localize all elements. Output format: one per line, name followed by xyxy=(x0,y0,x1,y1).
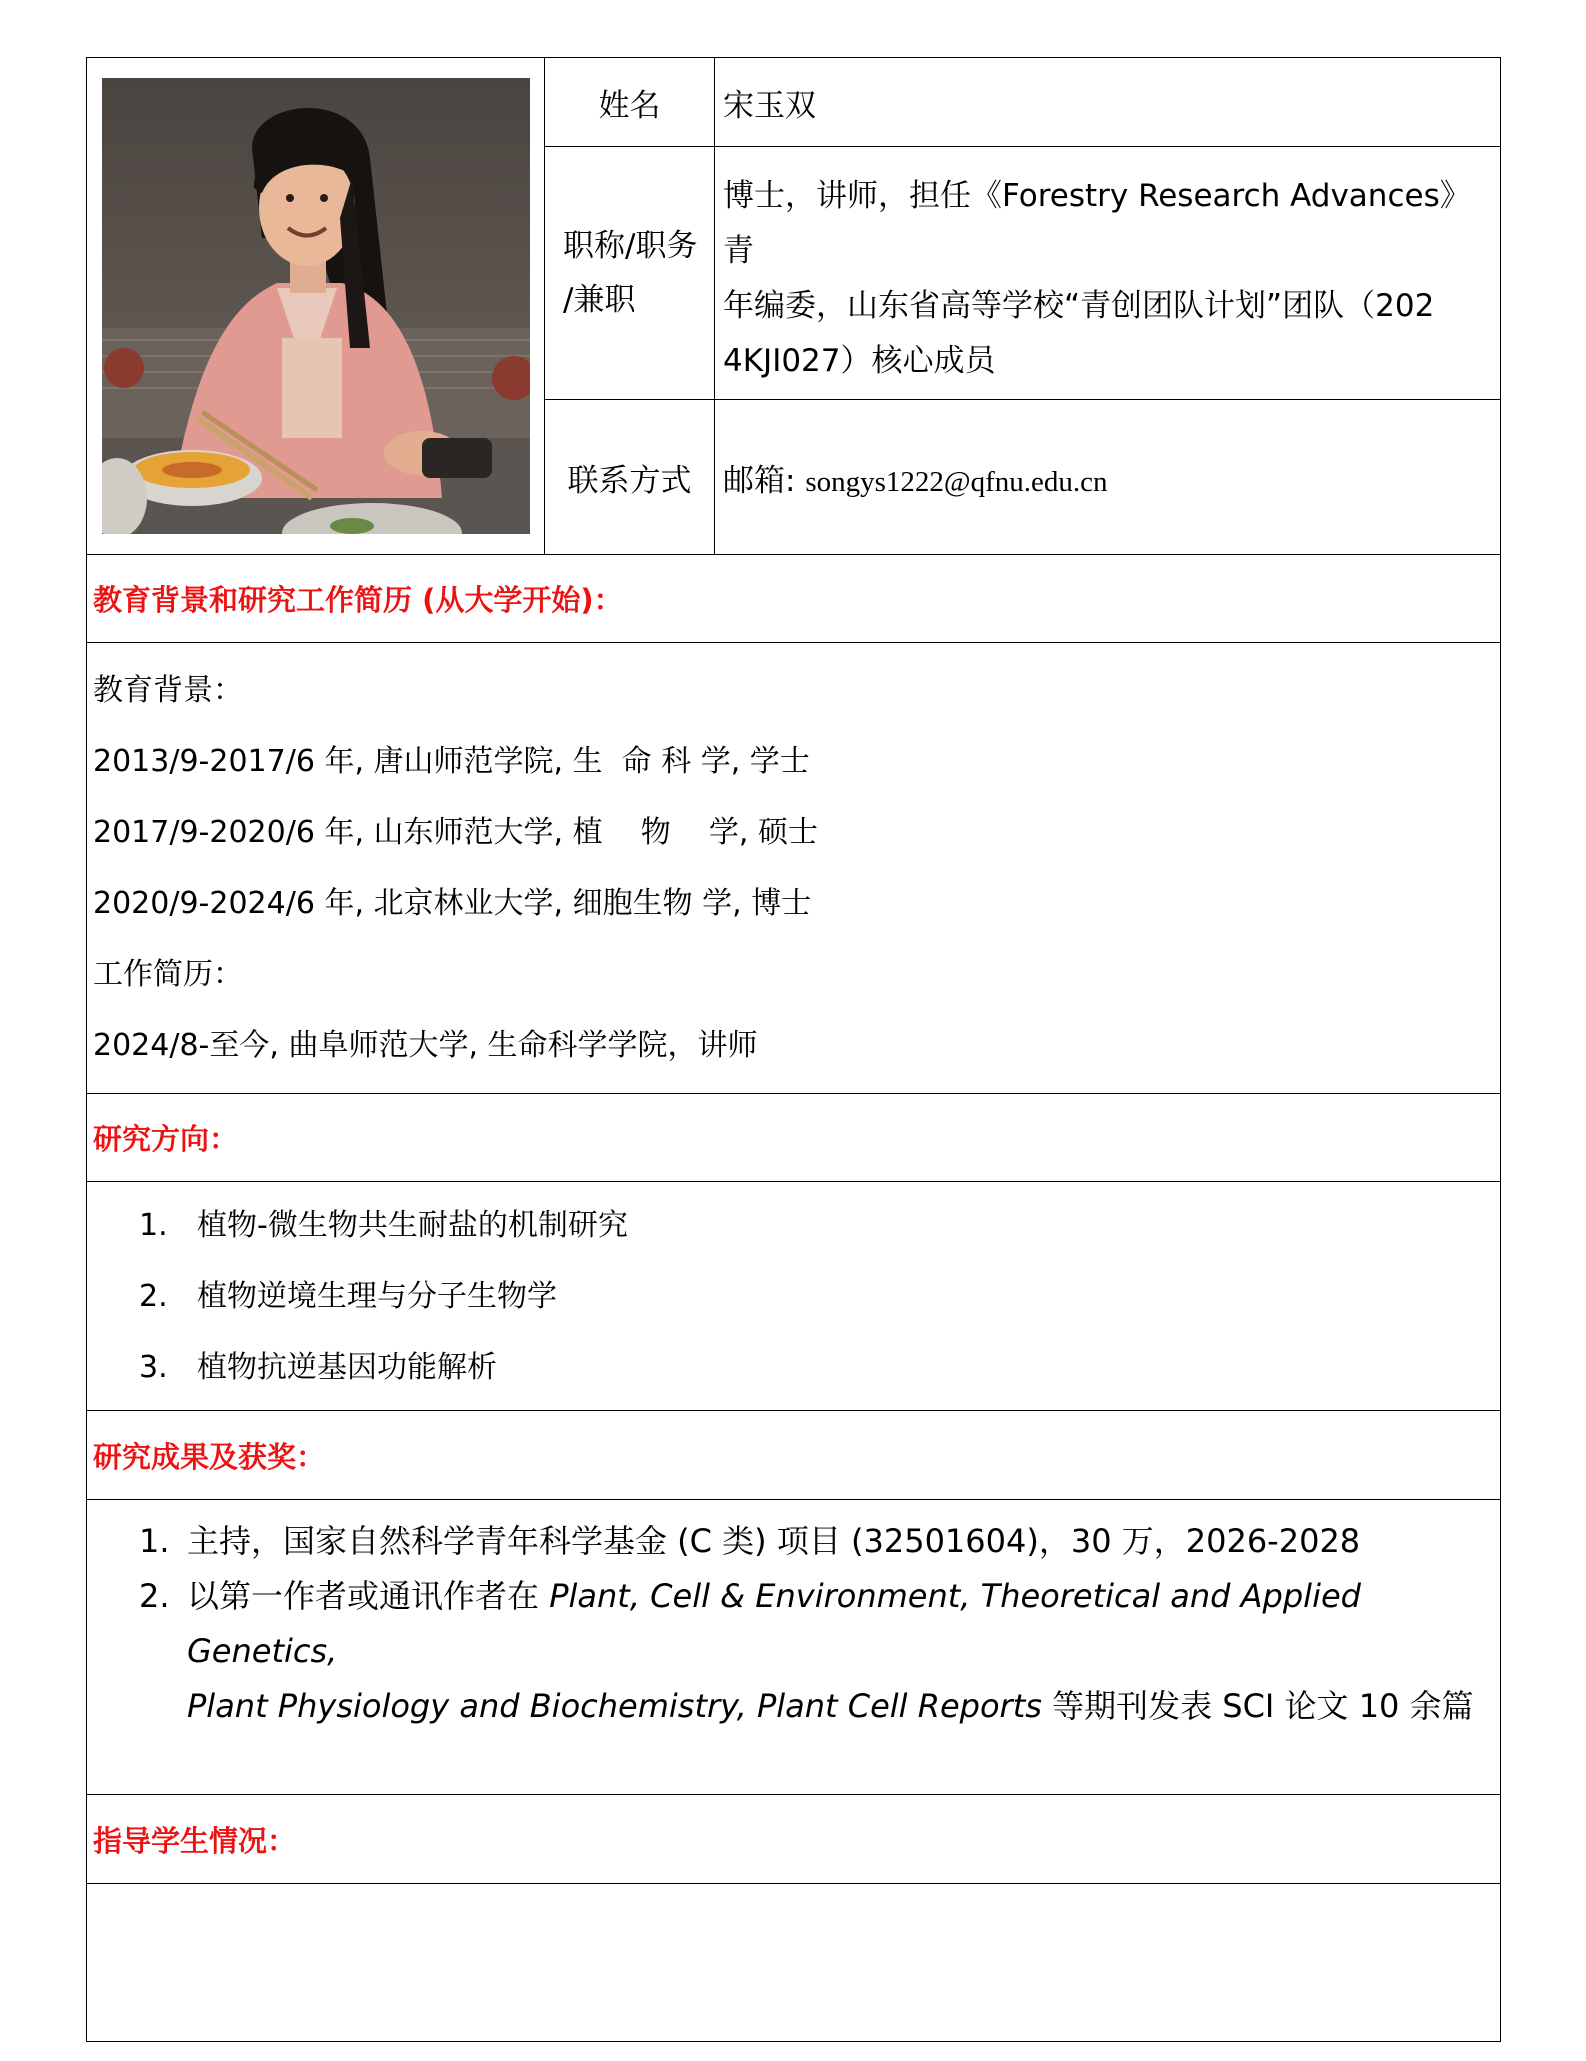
title-label xyxy=(545,147,715,400)
achievements-list xyxy=(87,1500,1500,1794)
name-label: 姓名 xyxy=(545,58,715,147)
title-line-2: 年编委，山东省高等学校“青创团队计划”团队（202 xyxy=(723,288,1435,324)
contact-value xyxy=(715,400,1501,555)
name-value: 宋玉双 xyxy=(715,58,1501,147)
profile-sheet xyxy=(86,57,1500,2042)
title-value xyxy=(715,147,1501,400)
education-heading: 教育背景和研究工作简历 (从大学开始)： xyxy=(87,555,1501,643)
list-number: 1. xyxy=(139,1522,170,1560)
title-label-line1: 职称/职务 xyxy=(563,228,698,264)
work-label: 工作简历： xyxy=(93,957,243,992)
title-line-3: 4KJI027）核心成员 xyxy=(723,343,996,379)
photo-cell xyxy=(87,58,545,555)
list-text-prefix: 以第一作者或通讯作者在 xyxy=(187,1577,550,1615)
work-item: 2024/8-至今, 曲阜师范大学, 生命科学学院，讲师 xyxy=(93,1028,758,1063)
list-item xyxy=(87,1514,1494,1569)
title-line-1: 博士，讲师，担任《Forestry Research Advances》青 xyxy=(723,178,1471,269)
title-label-line2: /兼职 xyxy=(563,282,636,318)
email-label: 邮箱: xyxy=(723,462,806,499)
research-list xyxy=(87,1190,1500,1403)
list-item xyxy=(87,1569,1494,1734)
research-block xyxy=(87,1182,1501,1411)
achievements-block xyxy=(87,1500,1501,1795)
students-block xyxy=(87,1884,1501,2042)
profile-table xyxy=(86,57,1501,2042)
edu-item: 2020/9-2024/6 年, 北京林业大学, 细胞生物 学, 博士 xyxy=(93,886,812,921)
email-link[interactable]: songys1222@qfnu.edu.cn xyxy=(805,465,1108,498)
list-number: 2. xyxy=(139,1278,168,1314)
students-heading: 指导学生情况： xyxy=(87,1795,1501,1884)
list-item xyxy=(87,1261,1500,1332)
journal-names-line2: Plant Physiology and Biochemistry, Plant Cell Reports xyxy=(187,1687,1042,1725)
list-item xyxy=(87,1190,1500,1261)
list-item xyxy=(87,1332,1500,1403)
achievements-heading: 研究成果及获奖： xyxy=(87,1411,1501,1500)
list-number: 1. xyxy=(139,1207,168,1243)
contact-label: 联系方式 xyxy=(545,400,715,555)
list-number: 3. xyxy=(139,1349,168,1385)
list-text: 植物-微生物共生耐盐的机制研究 xyxy=(197,1207,628,1243)
research-heading: 研究方向： xyxy=(87,1094,1501,1182)
profile-photo xyxy=(102,78,530,534)
list-text-suffix: 等期刊发表 SCI 论文 10 余篇 xyxy=(1041,1687,1474,1725)
list-text: 植物逆境生理与分子生物学 xyxy=(197,1278,557,1314)
edu-item: 2017/9-2020/6 年, 山东师范大学, 植 物 学, 硕士 xyxy=(93,815,818,850)
journal-names-line1: Plant, Cell & Environment, Theoretical and Applied Genetics, xyxy=(187,1577,1361,1670)
list-number: 2. xyxy=(139,1577,170,1615)
education-block xyxy=(87,643,1501,1094)
list-text: 植物抗逆基因功能解析 xyxy=(197,1349,497,1385)
edu-label: 教育背景： xyxy=(93,673,243,708)
edu-item: 2013/9-2017/6 年, 唐山师范学院, 生 命 科 学, 学士 xyxy=(93,744,810,779)
list-text: 主持，国家自然科学青年科学基金 (C 类) 项目 (32501604)，30 万，2026-2028 xyxy=(187,1522,1361,1560)
